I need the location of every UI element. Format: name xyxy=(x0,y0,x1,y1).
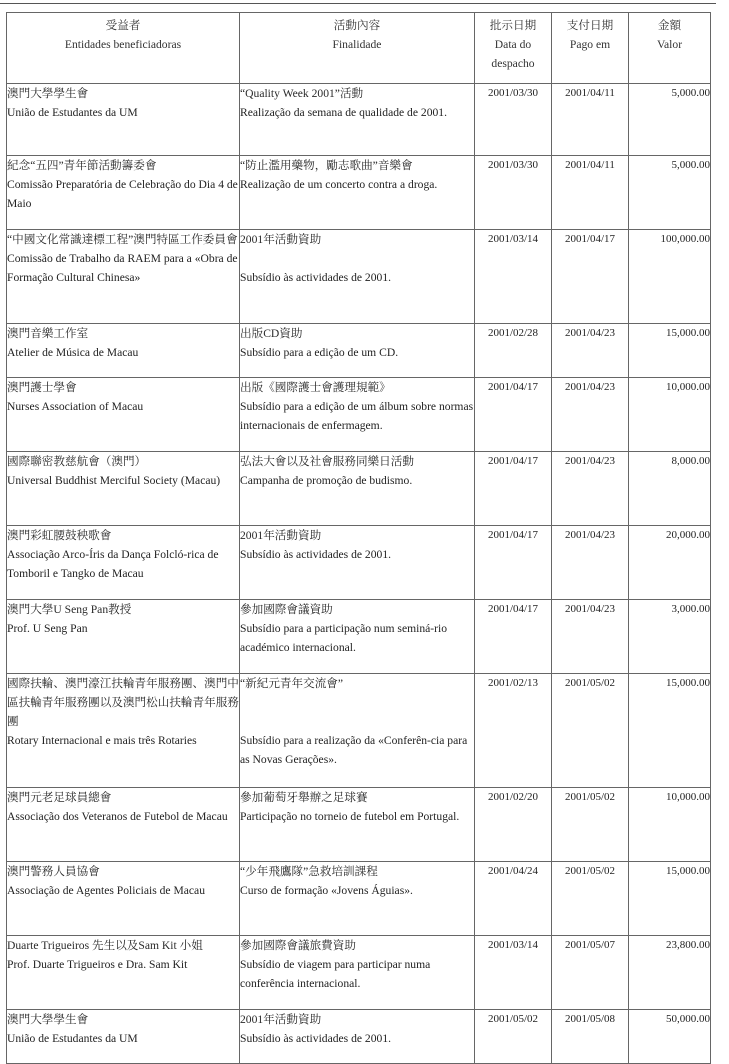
header-entity-zh: 受益者 xyxy=(105,19,141,32)
paid-date-cell: 2001/05/02 xyxy=(552,788,629,862)
dispatch-date-cell: 2001/04/17 xyxy=(475,600,552,674)
entity-pt: Associação Arco-Íris da Dança Folcló-rica de Tomboril e Tangko de Macau xyxy=(7,548,219,580)
purpose-zh: 參加葡萄牙舉辦之足球賽 xyxy=(240,791,368,804)
entity-cell xyxy=(7,1010,240,1064)
paid-date-cell: 2001/04/23 xyxy=(552,324,629,378)
purpose-cell xyxy=(240,452,475,526)
header-entity xyxy=(7,13,240,84)
header-value-pt: Valor xyxy=(656,38,683,51)
entity-zh: 澳門警務人員協會 xyxy=(7,865,100,878)
value-cell: 15,000.00 xyxy=(629,674,711,788)
entity-pt: Comissão Preparatória de Celebração do Dia 4 de Maio xyxy=(7,178,238,210)
value-cell: 5,000.00 xyxy=(629,156,711,230)
paid-date-cell: 2001/04/23 xyxy=(552,452,629,526)
header-date-pt2: despacho xyxy=(491,57,535,70)
purpose-cell xyxy=(240,324,475,378)
dispatch-date-cell: 2001/03/14 xyxy=(475,230,552,324)
dispatch-date-cell: 2001/02/20 xyxy=(475,788,552,862)
purpose-cell xyxy=(240,526,475,600)
entity-cell xyxy=(7,788,240,862)
entity-cell xyxy=(7,526,240,600)
header-value xyxy=(629,13,711,84)
purpose-zh: 2001年活動資助 xyxy=(240,529,322,542)
table-row xyxy=(7,788,711,862)
value-cell: 8,000.00 xyxy=(629,452,711,526)
header-purpose xyxy=(240,13,475,84)
table-header-row xyxy=(7,13,711,84)
purpose-cell xyxy=(240,674,475,788)
entity-pt: Comissão de Trabalho da RAEM para a «Obra de Formação Cultural Chinesa» xyxy=(7,252,238,284)
purpose-pt: Subsídio às actividades de 2001. xyxy=(240,548,392,561)
entity-zh: 澳門護士學會 xyxy=(7,381,77,394)
header-date xyxy=(475,13,552,84)
paid-date-cell: 2001/04/23 xyxy=(552,526,629,600)
purpose-pt: Subsídio para a edição de um álbum sobre normas internacionais de enfermagem. xyxy=(240,400,474,432)
value-cell: 15,000.00 xyxy=(629,324,711,378)
entity-zh: “中國文化常識達標工程”澳門特區工作委員會 xyxy=(7,233,238,246)
paid-date-cell: 2001/04/17 xyxy=(552,230,629,324)
purpose-pt: Subsídio para a edição de um CD. xyxy=(240,346,399,359)
entity-cell xyxy=(7,230,240,324)
purpose-cell xyxy=(240,1010,475,1064)
purpose-cell xyxy=(240,600,475,674)
entity-cell xyxy=(7,600,240,674)
table-row xyxy=(7,324,711,378)
header-purpose-zh: 活動內容 xyxy=(333,19,381,32)
table-row xyxy=(7,600,711,674)
table-row xyxy=(7,862,711,936)
entity-pt: União de Estudantes da UM xyxy=(7,1032,138,1045)
purpose-cell xyxy=(240,788,475,862)
grants-table xyxy=(6,12,711,1064)
header-entity-pt: Entidades beneficiadoras xyxy=(64,38,182,51)
entity-zh: 澳門大學U Seng Pan教授 xyxy=(7,603,132,616)
header-paid-pt: Pago em xyxy=(569,38,611,51)
value-cell: 10,000.00 xyxy=(629,788,711,862)
entity-zh: 澳門彩虹腰鼓秧歌會 xyxy=(7,529,112,542)
top-rule xyxy=(0,3,716,4)
value-cell: 100,000.00 xyxy=(629,230,711,324)
entity-zh: 國際聯密教慈航會（澳門） xyxy=(7,455,147,468)
table-row xyxy=(7,156,711,230)
purpose-zh: 弘法大會以及社會服務同樂日活動 xyxy=(240,455,414,468)
entity-pt: Atelier de Música de Macau xyxy=(7,346,139,359)
entity-zh: 澳門元老足球員總會 xyxy=(7,791,112,804)
table-row xyxy=(7,936,711,1010)
paid-date-cell: 2001/04/23 xyxy=(552,378,629,452)
entity-cell xyxy=(7,936,240,1010)
purpose-cell xyxy=(240,862,475,936)
entity-pt: Universal Buddhist Merciful Society (Macau) xyxy=(7,474,221,487)
purpose-zh: 參加國際會議旅費資助 xyxy=(240,939,356,952)
entity-cell xyxy=(7,674,240,788)
entity-zh: Duarte Trigueiros 先生以及Sam Kit 小姐 xyxy=(7,939,203,952)
purpose-zh: 出版CD資助 xyxy=(240,327,303,340)
entity-zh: 國際扶輪、澳門濠江扶輪青年服務團、澳門中區扶輪青年服務團以及澳門松山扶輪青年服務團 xyxy=(7,677,239,728)
entity-pt: Nurses Association of Macau xyxy=(7,400,144,413)
table-row xyxy=(7,230,711,324)
purpose-zh: “Quality Week 2001”活動 xyxy=(240,87,364,100)
dispatch-date-cell: 2001/03/30 xyxy=(475,84,552,156)
purpose-pt: Participação no torneio de futebol em Portugal. xyxy=(240,810,460,823)
purpose-zh: “少年飛鷹隊”急救培訓課程 xyxy=(240,865,378,878)
table-row xyxy=(7,84,711,156)
entity-zh: 澳門音樂工作室 xyxy=(7,327,89,340)
dispatch-date-cell: 2001/04/17 xyxy=(475,452,552,526)
purpose-pt: Subsídio para a realização da «Conferên-cia para as Novas Gerações». xyxy=(240,734,468,766)
entity-cell xyxy=(7,378,240,452)
dispatch-date-cell: 2001/03/14 xyxy=(475,936,552,1010)
purpose-zh: “防止濫用藥物，勵志歌曲”音樂會 xyxy=(240,159,413,172)
purpose-pt: Subsídio às actividades de 2001. xyxy=(240,271,392,284)
entity-pt: Rotary Internacional e mais três Rotaries xyxy=(7,734,197,747)
dispatch-date-cell: 2001/04/24 xyxy=(475,862,552,936)
entity-pt: União de Estudantes da UM xyxy=(7,106,138,119)
purpose-cell xyxy=(240,156,475,230)
purpose-pt: Realização de um concerto contra a droga. xyxy=(240,178,438,191)
dispatch-date-cell: 2001/02/13 xyxy=(475,674,552,788)
paid-date-cell: 2001/05/02 xyxy=(552,862,629,936)
entity-cell xyxy=(7,862,240,936)
entity-zh: 澳門大學學生會 xyxy=(7,87,89,100)
header-date-pt1: Data do xyxy=(494,38,532,51)
purpose-zh: 2001年活動資助 xyxy=(240,233,322,246)
value-cell: 23,800.00 xyxy=(629,936,711,1010)
purpose-pt: Subsídio às actividades de 2001. xyxy=(240,1032,392,1045)
purpose-pt: Subsídio de viagem para participar numa conferência internacional. xyxy=(240,958,431,990)
paid-date-cell: 2001/05/08 xyxy=(552,1010,629,1064)
entity-pt: Prof. Duarte Trigueiros e Dra. Sam Kit xyxy=(7,958,188,971)
entity-cell xyxy=(7,324,240,378)
value-cell: 3,000.00 xyxy=(629,600,711,674)
entity-cell xyxy=(7,156,240,230)
entity-zh: 紀念“五四”青年節活動籌委會 xyxy=(7,159,157,172)
purpose-zh: 參加國際會議資助 xyxy=(240,603,333,616)
value-cell: 15,000.00 xyxy=(629,862,711,936)
dispatch-date-cell: 2001/04/17 xyxy=(475,526,552,600)
purpose-cell xyxy=(240,84,475,156)
purpose-zh: “新紀元青年交流會” xyxy=(240,677,344,690)
table-row xyxy=(7,674,711,788)
entity-cell xyxy=(7,452,240,526)
purpose-pt: Curso de formação «Jovens Águias». xyxy=(240,884,413,897)
dispatch-date-cell: 2001/03/30 xyxy=(475,156,552,230)
header-purpose-pt: Finalidade xyxy=(332,38,382,51)
dispatch-date-cell: 2001/04/17 xyxy=(475,378,552,452)
entity-cell xyxy=(7,84,240,156)
purpose-zh: 2001年活動資助 xyxy=(240,1013,322,1026)
purpose-zh: 出版《國際護士會護理規範》 xyxy=(240,381,391,394)
paid-date-cell: 2001/04/23 xyxy=(552,600,629,674)
header-paid-zh: 支付日期 xyxy=(566,19,614,32)
paid-date-cell: 2001/04/11 xyxy=(552,156,629,230)
entity-pt: Associação dos Veteranos de Futebol de Macau xyxy=(7,810,228,823)
entity-pt: Prof. U Seng Pan xyxy=(7,622,88,635)
purpose-cell xyxy=(240,378,475,452)
paid-date-cell: 2001/04/11 xyxy=(552,84,629,156)
purpose-pt: Realização da semana de qualidade de 2001. xyxy=(240,106,447,119)
purpose-cell xyxy=(240,936,475,1010)
value-cell: 5,000.00 xyxy=(629,84,711,156)
entity-zh: 澳門大學學生會 xyxy=(7,1013,89,1026)
dispatch-date-cell: 2001/02/28 xyxy=(475,324,552,378)
paid-date-cell: 2001/05/07 xyxy=(552,936,629,1010)
table-row xyxy=(7,452,711,526)
table-row xyxy=(7,378,711,452)
table-row xyxy=(7,526,711,600)
value-cell: 10,000.00 xyxy=(629,378,711,452)
paid-date-cell: 2001/05/02 xyxy=(552,674,629,788)
entity-pt: Associação de Agentes Policiais de Macau xyxy=(7,884,205,897)
dispatch-date-cell: 2001/05/02 xyxy=(475,1010,552,1064)
header-value-zh: 金額 xyxy=(657,19,682,32)
purpose-cell xyxy=(240,230,475,324)
header-date-zh: 批示日期 xyxy=(489,19,537,32)
value-cell: 50,000.00 xyxy=(629,1010,711,1064)
purpose-pt: Campanha de promoção de budismo. xyxy=(240,474,413,487)
value-cell: 20,000.00 xyxy=(629,526,711,600)
header-paid xyxy=(552,13,629,84)
purpose-pt: Subsídio para a participação num seminá-rio académico internacional. xyxy=(240,622,448,654)
table-row xyxy=(7,1010,711,1064)
